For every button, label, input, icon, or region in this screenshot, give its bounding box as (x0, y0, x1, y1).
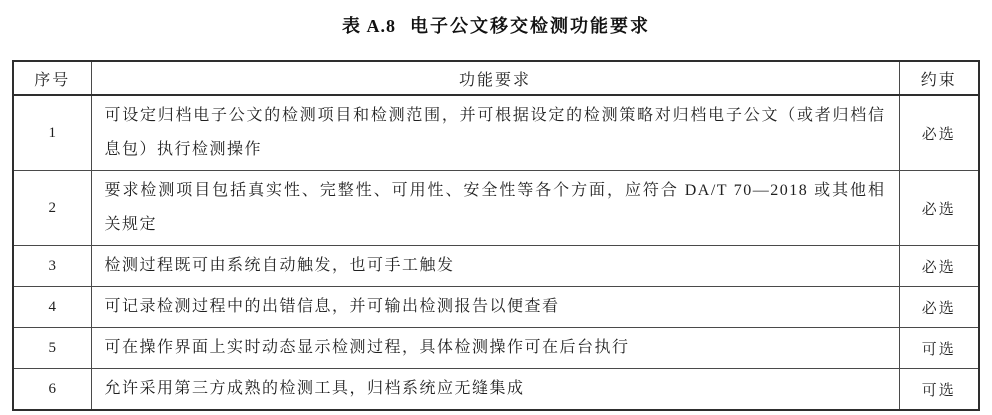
table-row (13, 246, 979, 287)
constraint-cell: 必选 (899, 287, 979, 328)
constraint-cell: 必选 (899, 95, 979, 171)
table-header-row (13, 61, 979, 95)
constraint-cell: 必选 (899, 171, 979, 246)
column-header-constraint: 约束 (899, 61, 979, 95)
table-row (13, 369, 979, 411)
row-number-cell: 3 (13, 246, 91, 287)
row-number-cell: 4 (13, 287, 91, 328)
row-number-cell: 6 (13, 369, 91, 411)
table-caption-number: 表 A.8 (342, 16, 396, 36)
table-row (13, 328, 979, 369)
requirements-table (12, 60, 980, 411)
requirement-cell: 可设定归档电子公文的检测项目和检测范围，并可根据设定的检测策略对归档电子公文（或者归档信息包）执行检测操作 (91, 95, 899, 171)
requirement-cell: 检测过程既可由系统自动触发，也可手工触发 (91, 246, 899, 287)
row-number-cell: 1 (13, 95, 91, 171)
column-header-sequence: 序号 (13, 61, 91, 95)
table-row (13, 287, 979, 328)
column-header-requirement: 功能要求 (91, 61, 899, 95)
requirement-cell: 可在操作界面上实时动态显示检测过程，具体检测操作可在后台执行 (91, 328, 899, 369)
row-number-cell: 2 (13, 171, 91, 246)
row-number-cell: 5 (13, 328, 91, 369)
table-caption-text: 电子公文移交检测功能要求 (410, 16, 650, 36)
requirement-cell: 要求检测项目包括真实性、完整性、可用性、安全性等各个方面，应符合 DA/T 70—2018 或其他相关规定 (91, 171, 899, 246)
constraint-cell: 可选 (899, 328, 979, 369)
table-row (13, 95, 979, 171)
requirement-cell: 允许采用第三方成熟的检测工具，归档系统应无缝集成 (91, 369, 899, 411)
table-caption (0, 12, 992, 38)
requirement-cell: 可记录检测过程中的出错信息，并可输出检测报告以便查看 (91, 287, 899, 328)
constraint-cell: 可选 (899, 369, 979, 411)
constraint-cell: 必选 (899, 246, 979, 287)
table-row (13, 171, 979, 246)
